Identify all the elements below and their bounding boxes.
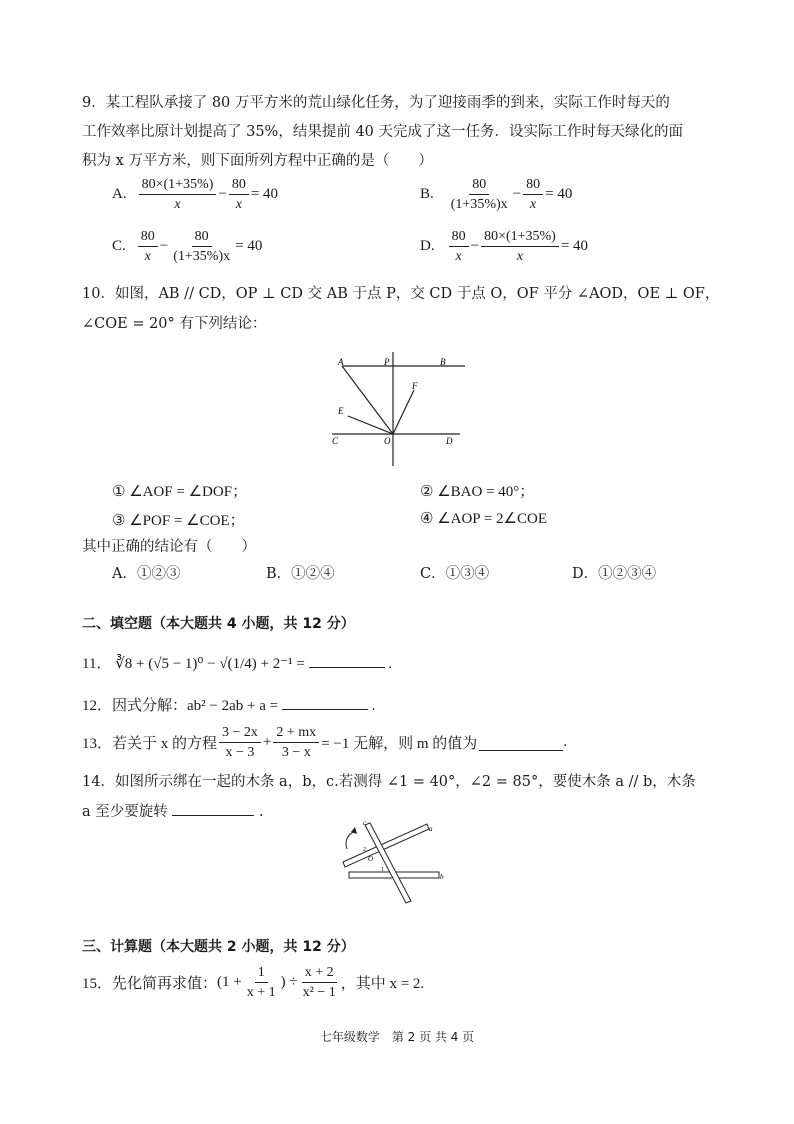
equation-rhs: = 40 [250, 186, 279, 202]
point-p-label: P [384, 357, 390, 367]
fraction-numerator: 80 [229, 176, 249, 195]
fraction-numerator: 80 [192, 228, 212, 247]
fraction-denominator: x − 3 [225, 745, 255, 760]
q14-line-1: 14．如图所示绑在一起的木条 a，b，c.若测得 ∠1 = 40°，∠2 = 85°，要使木条 a // b，木条 [82, 774, 696, 790]
q10-option-c: C．①③④ [420, 566, 490, 582]
strip-c-label: c [363, 819, 367, 827]
equation-rhs: = 40 [235, 238, 263, 254]
q11-prefix: 11． [82, 656, 112, 672]
q10-conclusion-4: ④ ∠AOP = 2∠COE [420, 511, 548, 527]
q13 [82, 724, 567, 761]
q13-plus: + [262, 734, 272, 750]
q12 [82, 694, 375, 715]
rotation-arrow [346, 831, 355, 849]
point-b-label: B [440, 357, 446, 367]
q15-open: (1 + [217, 974, 242, 990]
q10-option-a: A．①②③ [112, 566, 181, 582]
point-o-label: O [368, 855, 374, 863]
fraction-denominator: x [235, 197, 242, 212]
fraction-denominator: x [174, 197, 181, 212]
section-title-calculation: 三、计算题（本大题共 2 小题，共 12 分） [82, 939, 355, 955]
q9-option-a: A. $\frac{80\times(1+35\%)}{x}$ − $\frac{80}{x}$ = 40 [112, 177, 279, 212]
point-e-label: E [338, 406, 344, 416]
fraction-numerator: 1 [255, 964, 268, 983]
q14-line-2 [82, 800, 264, 822]
fraction-denominator: (1+35%)x [450, 197, 508, 212]
q10-conclusion-3: ③ ∠POF = ∠COE； [112, 513, 245, 529]
q9-option-c: C. $\frac{80}{x}$ − $\frac{80}{(1+35\%)x}$ = 40 [112, 229, 263, 264]
point-c-label: C [332, 436, 339, 446]
option-label: B. [420, 186, 434, 202]
q13-suffix: = −1 无解，则 m 的值为 [321, 736, 478, 752]
q10-conclusion-1: ① ∠AOF = ∠DOF； [112, 484, 248, 500]
fraction-denominator: x + 1 [246, 985, 276, 1000]
strip-a-label: a [429, 825, 433, 833]
q10-question: 其中正确的结论有（ ） [82, 539, 256, 555]
q15-suffix: ，其中 x = 2. [340, 976, 425, 992]
fraction-numerator: 3 − 2x [219, 724, 261, 743]
q11 [82, 652, 392, 673]
q10-option-b: B．①②④ [266, 566, 335, 582]
q12-text: 12．因式分解：ab² − 2ab + a = [82, 698, 279, 714]
fraction-numerator: 80×(1+35%) [139, 176, 217, 195]
ray-of [393, 390, 414, 434]
fraction-denominator: (1+35%)x [173, 249, 231, 264]
q11-expression: ∛8 + (√5 − 1)⁰ − √(1/4) + 2⁻¹ = [115, 656, 305, 672]
q11-end: . [388, 656, 393, 672]
point-d-label: D [446, 436, 453, 446]
point-o-label: O [384, 436, 391, 446]
q15-prefix: 15．先化简再求值： [82, 976, 218, 992]
q14-wood-strips-figure [335, 815, 445, 910]
fraction-numerator: 80 [138, 228, 158, 247]
equation-rhs: = 40 [560, 238, 589, 254]
fraction-denominator: 3 − x [281, 745, 311, 760]
section-title-fill-in: 二、填空题（本大题共 4 小题，共 12 分） [82, 616, 355, 632]
angle-2-label: 2 [363, 847, 366, 853]
fraction-denominator: x² − 1 [302, 985, 336, 1000]
q12-answer-blank[interactable] [282, 694, 368, 710]
q9-line-1: 9．某工程队承接了 80 万平方米的荒山绿化任务，为了迎接雨季的到来，实际工作时每天的 [82, 95, 670, 111]
fraction-numerator: 80 [469, 176, 489, 195]
q10-conclusion-2: ② ∠BAO = 40°； [420, 484, 535, 500]
q13-prefix: 13．若关于 x 的方程 [82, 736, 218, 752]
option-label: D. [420, 238, 435, 254]
q9-option-b: B. $\frac{80}{(1+35\%)x}$ − $\frac{80}{x}$ = 40 [420, 177, 573, 212]
q15-close: ) ÷ [280, 974, 298, 990]
q10-line-1: 10．如图，AB // CD，OP ⊥ CD 交 AB 于点 P，交 CD 于点 O，OF 平分 ∠AOD，OE ⊥ OF， [82, 286, 720, 302]
option-label: C. [112, 238, 126, 254]
strip-b-label: b [440, 873, 444, 881]
q10-geometry-figure [320, 350, 480, 470]
point-a-label: A [338, 357, 344, 367]
fraction-numerator: 80 [449, 228, 469, 247]
point-f-label: F [412, 381, 418, 391]
angle-1-label: 1 [381, 867, 384, 873]
q14-line-2-text: a 至少要旋转 [82, 804, 168, 820]
fraction-denominator: x [530, 197, 537, 212]
fraction-numerator: x + 2 [302, 964, 337, 983]
option-label: A. [112, 186, 127, 202]
fraction-numerator: 80 [523, 176, 543, 195]
q10-option-d: D．①②③④ [572, 566, 657, 582]
fraction-numerator: 80×(1+35%) [481, 228, 559, 247]
page-footer: 七年级数学 第 2 页 共 4 页 [319, 1030, 475, 1044]
q10-line-2: ∠COE = 20° 有下列结论： [82, 316, 267, 332]
equation-rhs: = 40 [545, 186, 573, 202]
q9-option-d: D. $\frac{80}{x}$ − $\frac{80\times(1+35\%)}{x}$ = 40 [420, 229, 589, 264]
q15 [82, 964, 424, 1001]
fraction-numerator: 2 + mx [273, 724, 319, 743]
q13-end: . [563, 734, 568, 750]
q11-answer-blank[interactable] [309, 652, 385, 668]
q14-end: . [258, 804, 264, 820]
q9-line-3: 积为 x 万平方米，则下面所列方程中正确的是（ ） [82, 153, 433, 169]
q13-answer-blank[interactable] [479, 735, 563, 751]
fraction-denominator: x [144, 249, 151, 264]
fraction-denominator: x [455, 249, 462, 264]
q9-line-2: 工作效率比原计划提高了 35%，结果提前 40 天完成了这一任务．设实际工作时每天绿化的面 [82, 124, 684, 140]
q12-end: . [371, 698, 376, 714]
q14-answer-blank[interactable] [172, 800, 254, 816]
fraction-denominator: x [516, 249, 524, 264]
